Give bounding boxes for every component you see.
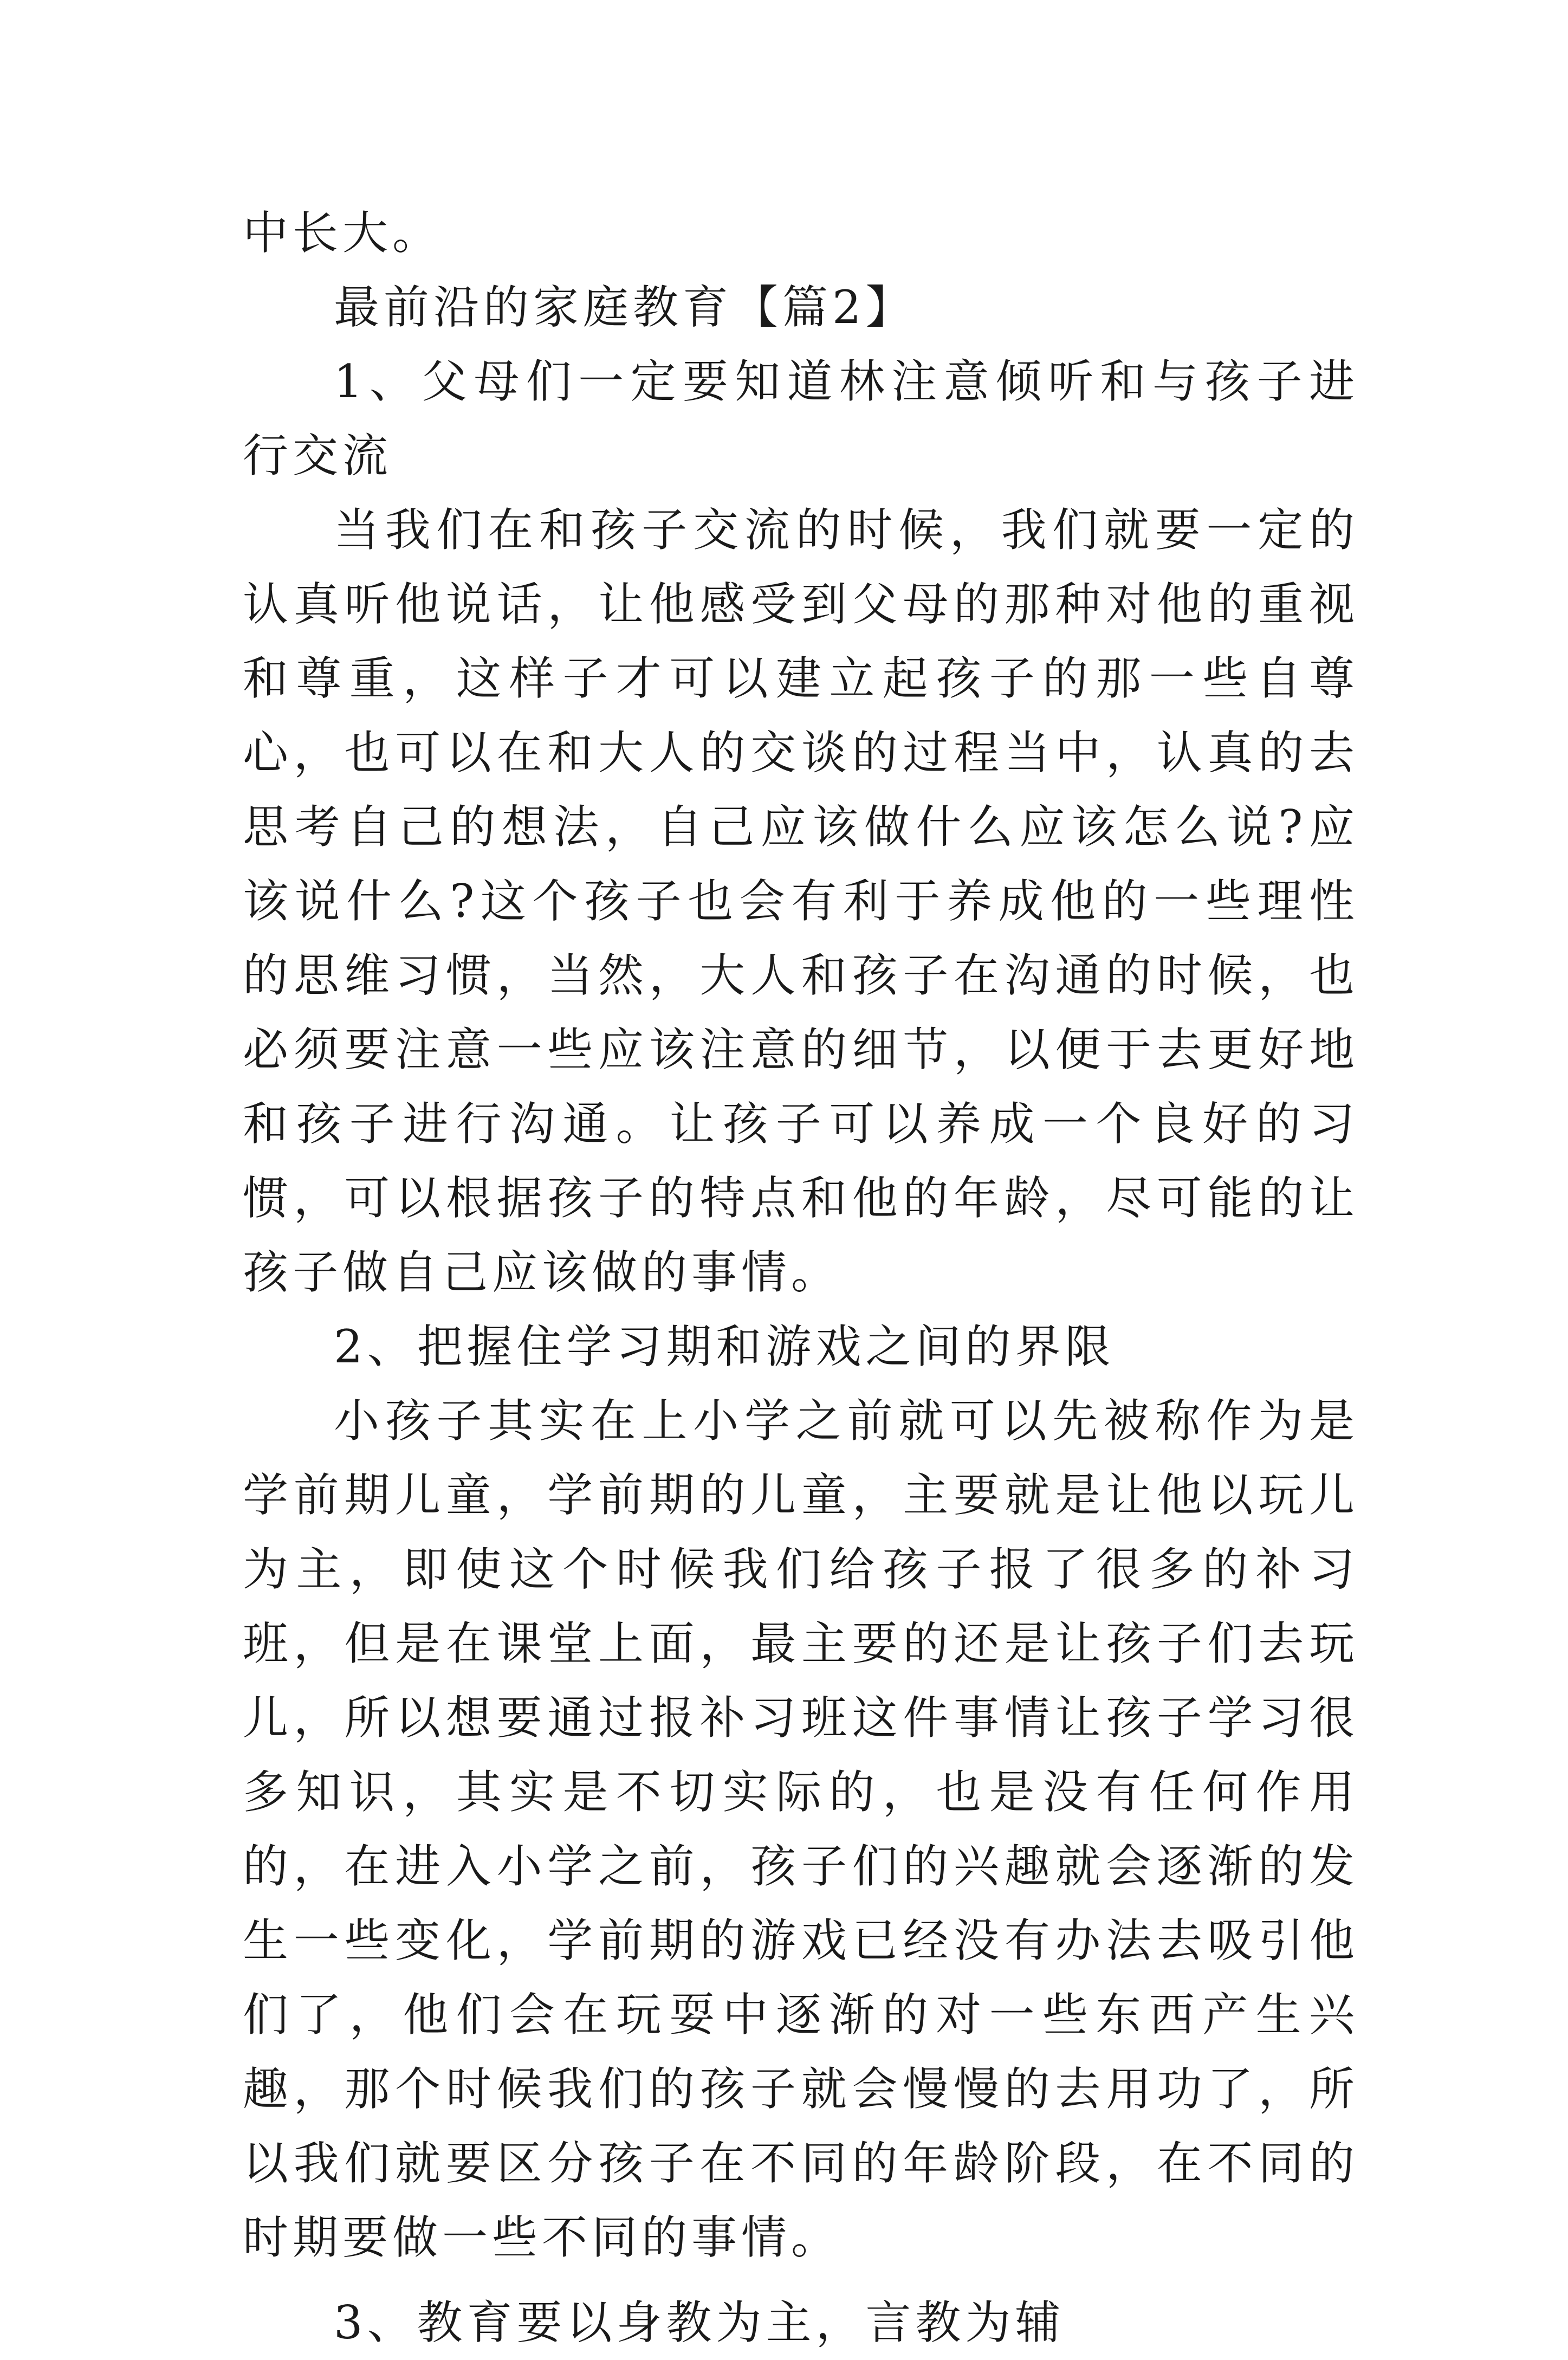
point-3-heading: 3、教育要以身教为主，言教为辅 — [334, 2296, 1065, 2349]
point-2-heading: 2、把握住学习期和游戏之间的界限 — [334, 1320, 1115, 1373]
paragraph-spacer — [243, 2275, 1359, 2286]
continuation-line: 中长大。 — [243, 206, 443, 260]
article-body — [243, 196, 1359, 2360]
point-1-heading: 1、父母们一定要知道林注意倾听和与孩子进行交流 — [243, 355, 1359, 482]
point-1-body: 当我们在和孩子交流的时候，我们就要一定的认真听他说话，让他感受到父母的那种对他的重视和尊重，这样子才可以建立起孩子的那一些自尊心，也可以在和大人的交谈的过程当中，认真的去思考自己的想法，自己应该做什么应该怎么说?应该说什么?这个孩子也会有利于养成他的一些理性的思维习惯，当然，大人和孩子在沟通的时候，也必须要注意一些应该注意的细节，以便于去更好地和孩子进行沟通。让孩子可以养成一个良好的习惯，可以根据孩子的特点和他的年龄，尽可能的让孩子做自己应该做的事情。 — [243, 503, 1359, 1299]
point-2-body: 小孩子其实在上小学之前就可以先被称作为是学前期儿童，学前期的儿童，主要就是让他以玩儿为主，即使这个时候我们给孩子报了很多的补习班，但是在课堂上面，最主要的还是让孩子们去玩儿，所以想要通过报补习班这件事情让孩子学习很多知识，其实是不切实际的，也是没有任何作用的，在进入小学之前，孩子们的兴趣就会逐渐的发生一些变化，学前期的游戏已经没有办法去吸引他们了，他们会在玩耍中逐渐的对一些东西产生兴趣，那个时候我们的孩子就会慢慢的去用功了，所以我们就要区分孩子在不同的年龄阶段，在不同的时期要做一些不同的事情。 — [243, 1394, 1359, 2264]
section-title: 最前沿的家庭教育【篇2】 — [334, 281, 916, 334]
